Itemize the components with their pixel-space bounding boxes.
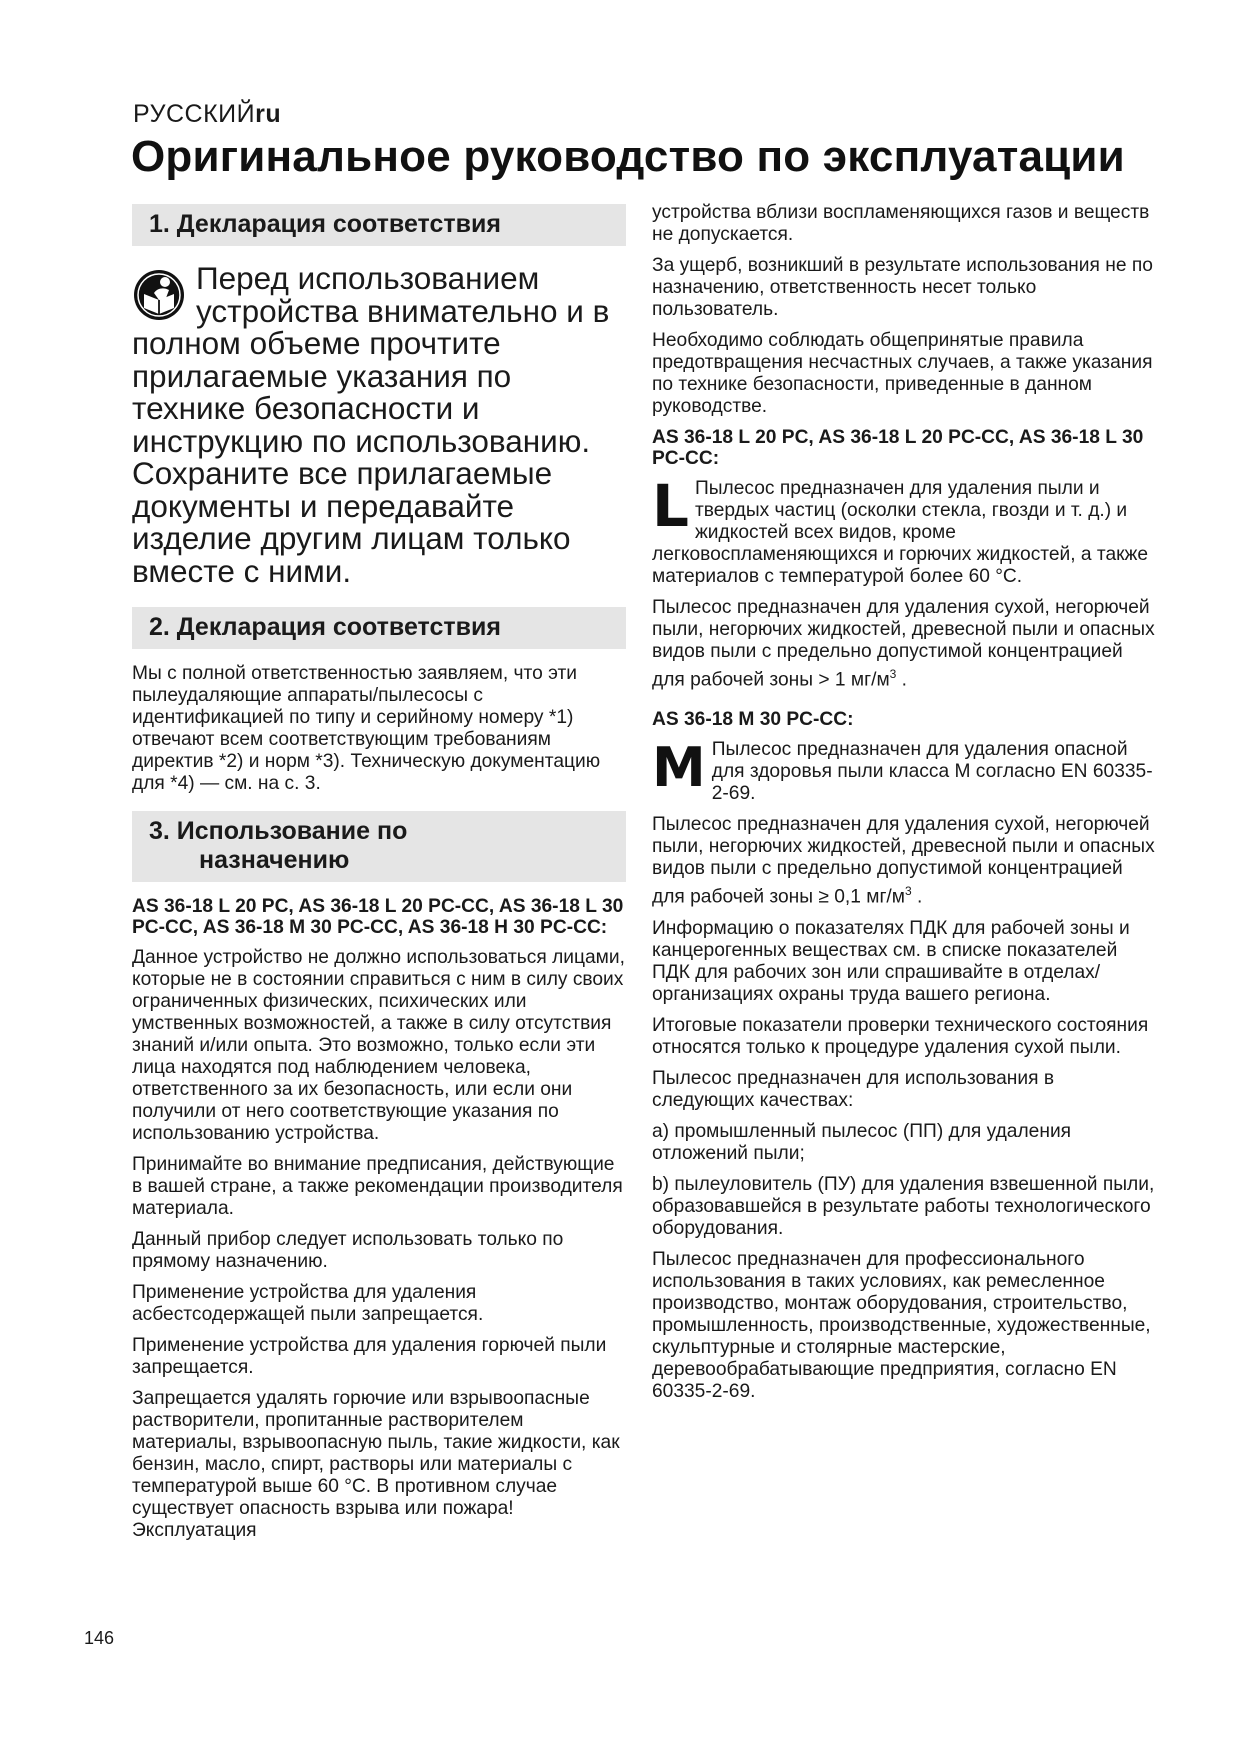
left-column [132,204,626,1551]
period: . [911,886,923,908]
paragraph: Данный прибор следует использовать только по прямому назначению. [132,1229,564,1272]
dust-class-l [652,472,1158,588]
l-dust-text: Пылесос предназначен для удаления сухой, негорючей пыли, негорючих жидкостей, древесной пыли и опасных видов пыли с предельно допустимой концентрацией для рабочей зоны > 1 мг/м [652,597,1155,691]
section-3-models: AS 36-18 L 20 PC, AS 36-18 L 20 PC-CC, AS 36-18 L 30 PC-CC, AS 36-18 M 30 PC-CC, AS 36-18 H 30 PC-CC: [132,896,624,938]
paragraph: устройства вблизи воспламеняющихся газов и веществ не допускается. [652,202,1150,245]
l-models-heading: AS 36-18 L 20 PC, AS 36-18 L 20 PC-CC, AS 36-18 L 30 PC-CC: [652,427,1144,469]
language-label [133,100,281,129]
section-2-heading: 2. Декларация соответствия [132,607,626,649]
safety-intro [132,262,626,587]
m-models-heading: AS 36-18 M 30 PC-CC: [652,709,854,731]
m-dust-paragraph [652,814,1158,908]
paragraph: а) промышленный пылесос (ПП) для удаления отложений пыли; [652,1120,1072,1164]
m-dust-text: Пылесос предназначен для удаления сухой, негорючей пыли, негорючих жидкостей, древесной пыли и опасных видов пыли с предельно допустимой концентрацией для рабочей зоны ≥ 0,1 мг/м [652,814,1155,908]
section-3-heading [132,811,626,882]
language-code: ru [255,100,282,128]
paragraph: Пылесос предназначен для профессионального использования в таких условиях, как ремесленное производство, монтаж оборудования, строительство, промышленность, производственные, художественные, скульптурные и столярные мастерские, деревообрабатывающие предприятия, согласно EN 60335-2-69. [652,1248,1151,1402]
dust-class-m [652,736,1158,805]
read-manual-icon [132,268,186,322]
superscript: 3 [904,884,912,899]
language-name: РУССКИЙ [133,100,256,128]
section-1-heading: 1. Декларация соответствия [132,204,626,246]
paragraph: Необходимо соблюдать общепринятые правила предотвращения несчастных случаев, а также указания по технике безопасности, приведенные в данном руководстве. [652,330,1153,417]
dust-class-l-icon: L [652,472,689,540]
l-dust-paragraph [652,597,1158,691]
superscript: 3 [889,667,897,681]
right-column [652,202,1158,1412]
intro-text: Перед использованием устройства внимательно и в полном объеме прочтите прилагаемые указания по технике безопасности и инструкцию по использованию. Сохраните все прилагаемые документы и передавайте изделие другим лицам только вместе с ними. [132,260,610,589]
paragraph: Данное устройство не должно использоваться лицами, которые не в состоянии справиться с ним в силу своих ограниченных физических, психических или умственных возможностей, а также в силу отсутствия знаний и/или опыта. Это возможно, только если эти лица находятся под наблюдением человека, ответственного за их безопасность, или если они получили от него соответствующие указания по использованию устройства. [132,947,625,1144]
page-number: 146 [84,1628,115,1648]
paragraph: Информацию о показателях ПДК для рабочей зоны и канцерогенных веществах см. в списке показателей ПДК для рабочих зон или спрашивайте в отделах/организациях охраны труда вашего региона. [652,917,1130,1005]
period: . [896,669,907,691]
section-3-heading-line2: назначению [199,846,350,874]
paragraph: Пылесос предназначен для использования в следующих качествах: [652,1067,1055,1111]
declaration-text: Мы с полной ответственностью заявляем, что эти пылеудаляющие аппараты/пылесосы с идентификацией по типу и серийному номеру *1) отвечают всем соответствующим требованиям директив *2) и норм *3). Техническую документацию для *4) — см. на с. 3. [132,663,601,794]
section-3-heading-line1: 3. Использование по [149,817,408,845]
paragraph: Применение устройства для удаления горючей пыли запрещается. [132,1335,607,1378]
paragraph: Итоговые показатели проверки технического состояния относятся только к процедуре удаления сухой пыли. [652,1014,1149,1058]
dust-class-m-icon: M [652,736,706,800]
paragraph: За ущерб, возникший в результате использования не по назначению, ответственность несет только пользователь. [652,255,1153,320]
page-title: Оригинальное руководство по эксплуатации [131,132,1125,181]
dust-class-l-text: Пылесос предназначен для удаления пыли и твердых частиц (осколки стекла, гвозди и т. д.) и жидкостей всех видов, кроме легковоспламеняющихся и горючих жидкостей, а также материалов с температурой более 60 °С. [652,478,1149,587]
paragraph: Применение устройства для удаления асбестсодержащей пыли запрещается. [132,1282,484,1325]
paragraph: Запрещается удалять горючие или взрывоопасные растворители, пропитанные растворителем материалы, взрывоопасную пыль, такие жидкости, как бензин, масло, спирт, растворы или материалы с температурой выше 60 °С. В противном случае существует опасность взрыва или пожара! Эксплуатация [132,1388,620,1541]
dust-class-m-text: Пылесос предназначен для удаления опасной для здоровья пыли класса М согласно EN 60335-2-69. [711,739,1153,805]
paragraph: Принимайте во внимание предписания, действующие в вашей стране, а также рекомендации производителя материала. [132,1154,623,1219]
paragraph: b) пылеуловитель (ПУ) для удаления взвешенной пыли, образовавшейся в результате работы технологического оборудования. [652,1173,1155,1239]
